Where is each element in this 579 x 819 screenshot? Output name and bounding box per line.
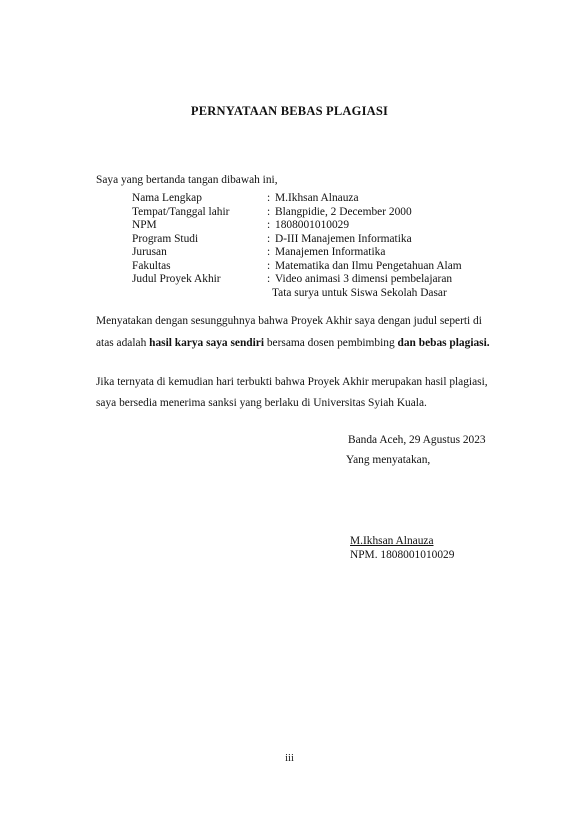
field-label: Judul Proyek Akhir <box>132 273 221 285</box>
field-row-name <box>132 192 462 206</box>
field-separator: : <box>267 192 271 204</box>
field-value: Video animasi 3 dimensi pembelajaran <box>275 273 453 285</box>
field-separator: : <box>267 232 271 245</box>
field-row-program <box>132 233 462 247</box>
field-separator: : <box>267 205 271 218</box>
statement-paragraph <box>96 314 506 358</box>
intro-text: Saya yang bertanda tangan dibawah ini, <box>96 174 278 186</box>
page-title: PERNYATAAN BEBAS PLAGIASI <box>190 104 389 118</box>
field-label: Nama Lengkap <box>132 192 202 204</box>
sanction-paragraph <box>96 375 506 417</box>
project-title-continuation: Tata surya untuk Siswa Sekolah Dasar <box>272 286 447 299</box>
field-value: D-III Manajemen Informatika <box>275 232 412 245</box>
page-number: iii <box>285 753 294 764</box>
field-label: NPM <box>132 219 157 231</box>
statement-line-2 <box>96 336 506 358</box>
field-label: Fakultas <box>132 259 171 272</box>
statement-emphasis-own-work: hasil karya saya sendiri <box>149 337 265 349</box>
field-row-department <box>132 246 462 260</box>
field-row-npm <box>132 219 462 233</box>
statement-text: atas adalah <box>96 337 150 349</box>
signature-npm: NPM. 1808001010029 <box>350 549 455 561</box>
statement-line-1: Menyatakan dengan sesungguhnya bahwa Proyek Akhir saya dengan judul seperti di <box>96 315 482 327</box>
signature-role: Yang menyatakan, <box>346 454 431 466</box>
field-separator: : <box>267 259 271 272</box>
field-label: Jurusan <box>132 246 167 258</box>
field-value: Manajemen Informatika <box>275 246 386 258</box>
field-value: Matematika dan Ilmu Pengetahuan Alam <box>275 259 462 272</box>
statement-text: bersama dosen pembimbing <box>264 337 398 349</box>
field-value: 1808001010029 <box>275 219 350 231</box>
field-row-project-title <box>132 273 462 287</box>
field-row-birth <box>132 206 462 220</box>
sanction-line-1: Jika ternyata di kemudian hari terbukti bahwa Proyek Akhir merupakan hasil plagiasi, <box>96 376 488 388</box>
field-separator: : <box>267 219 271 231</box>
field-value: M.Ikhsan Alnauza <box>275 192 359 204</box>
field-label: Tempat/Tanggal lahir <box>132 205 230 218</box>
sanction-line-2: saya bersedia menerima sanksi yang berlaku di Universitas Syiah Kuala. <box>96 397 427 409</box>
field-separator: : <box>267 273 271 285</box>
signature-place-date: Banda Aceh, 29 Agustus 2023 <box>348 434 486 446</box>
signature-name: M.Ikhsan Alnauza <box>350 535 434 547</box>
identity-fields <box>132 192 462 300</box>
field-row-faculty <box>132 260 462 274</box>
field-separator: : <box>267 246 271 258</box>
field-label: Program Studi <box>132 232 199 245</box>
field-value: Blangpidie, 2 December 2000 <box>275 205 412 218</box>
statement-emphasis-plagiarism-free: dan bebas plagiasi. <box>397 337 490 349</box>
